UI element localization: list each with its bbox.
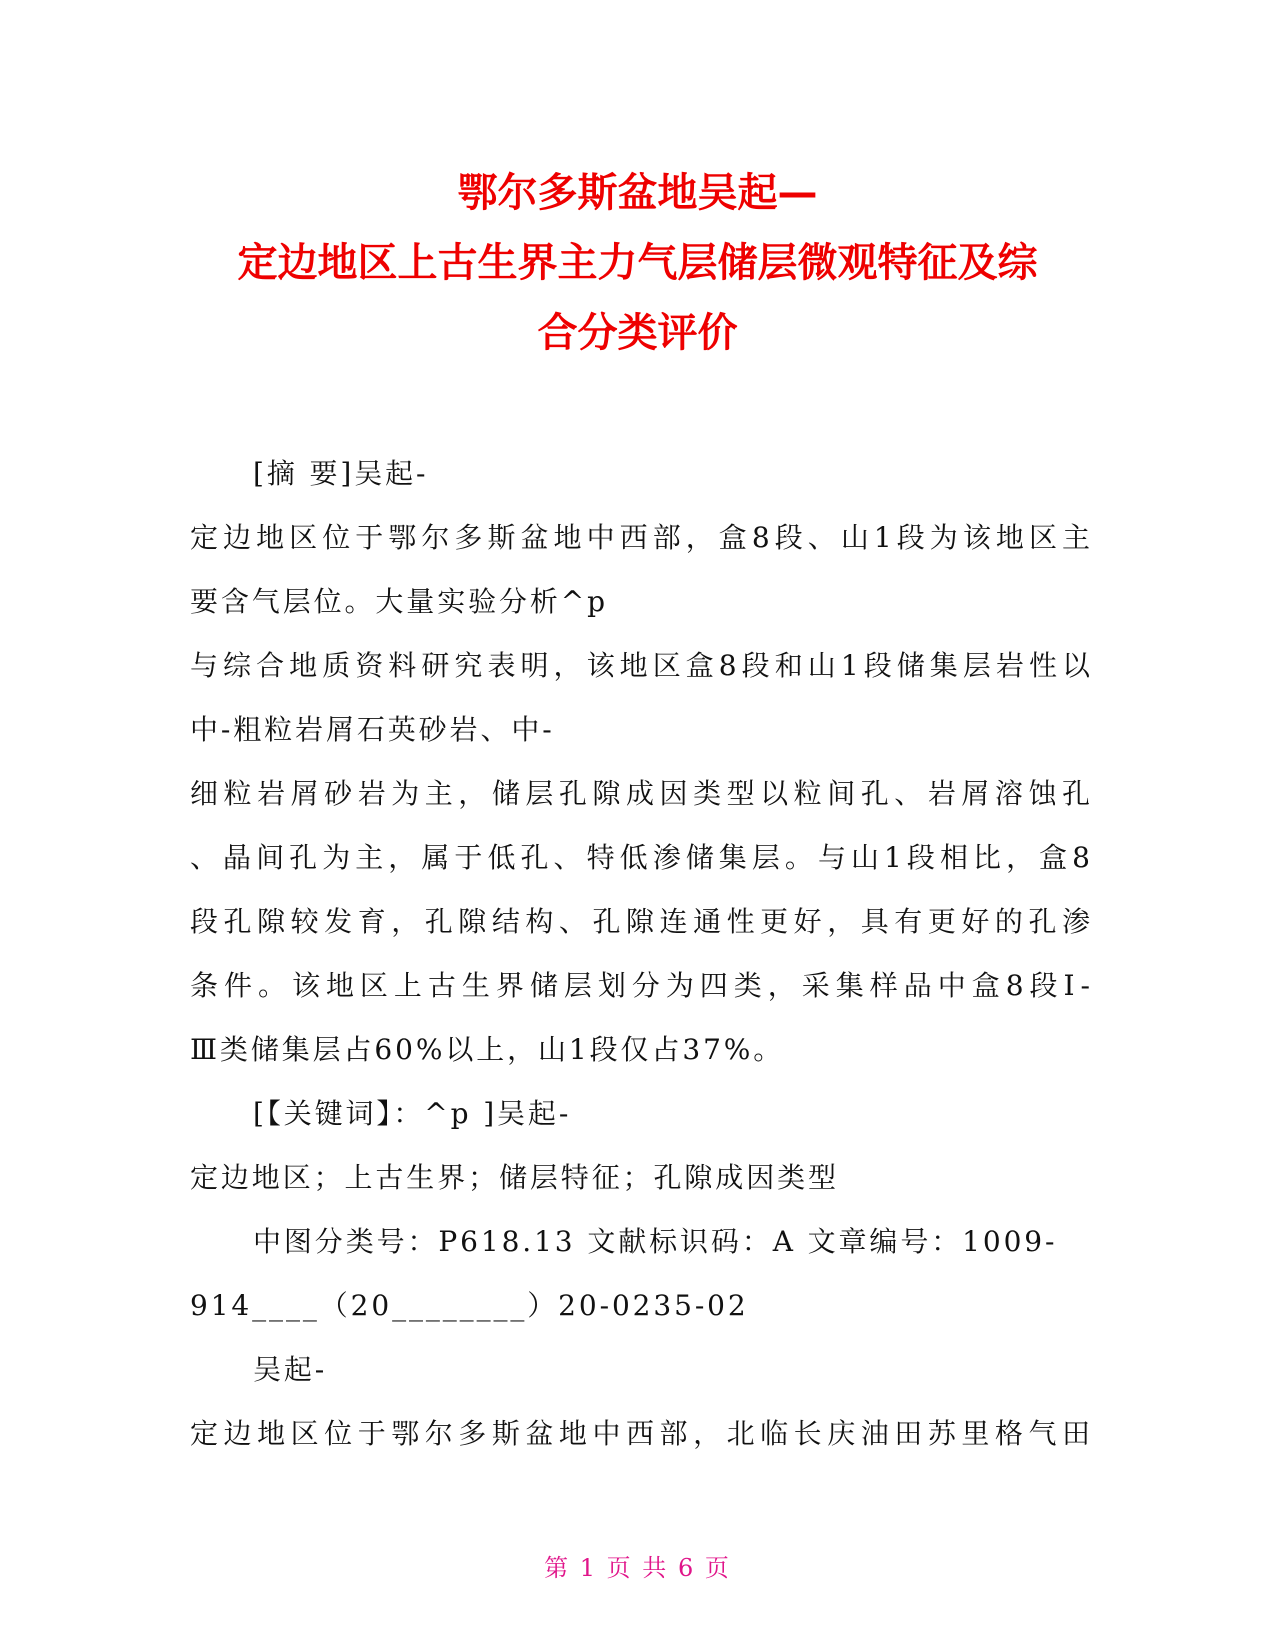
body-line: 定边地区位于鄂尔多斯盆地中西部，北临长庆油田苏里格气田 bbox=[190, 1417, 1090, 1450]
document-title bbox=[150, 158, 1125, 368]
classification-line: 中图分类号：P618.13 文献标识码：A 文章编号：1009- bbox=[253, 1225, 1058, 1258]
body-line: 、晶间孔为主，属于低孔、特低渗储集层。与山1段相比，盒8 bbox=[190, 841, 1090, 874]
body-line: Ⅲ类储集层占60%以上，山1段仅占37%。 bbox=[190, 1033, 785, 1066]
body-line: 中-粗粒岩屑石英砂岩、中- bbox=[190, 713, 555, 746]
title-line-1: 鄂尔多斯盆地吴起— bbox=[457, 170, 818, 216]
body-line: 细粒岩屑砂岩为主，储层孔隙成因类型以粒间孔、岩屑溶蚀孔 bbox=[190, 777, 1090, 810]
body-line: 段孔隙较发育，孔隙结构、孔隙连通性更好，具有更好的孔渗 bbox=[190, 905, 1090, 938]
body-line: 与综合地质资料研究表明，该地区盒8段和山1段储集层岩性以 bbox=[190, 649, 1090, 682]
body-line: 条件。该地区上古生界储层划分为四类，采集样品中盒8段Ⅰ- bbox=[190, 969, 1090, 1002]
body-line: 要含气层位。大量实验分析^p bbox=[190, 585, 608, 618]
title-line-3: 合分类评价 bbox=[537, 310, 738, 356]
keywords-label-line: [【关键词】：^p ]吴起- bbox=[253, 1097, 572, 1130]
title-line-2: 定边地区上古生界主力气层储层微观特征及综 bbox=[237, 240, 1038, 286]
keywords-line: 定边地区；上古生界；储层特征；孔隙成因类型 bbox=[190, 1161, 839, 1194]
abstract-label-line: [摘 要]吴起- bbox=[253, 457, 429, 490]
body-line: 定边地区位于鄂尔多斯盆地中西部，盒8段、山1段为该地区主 bbox=[190, 521, 1090, 554]
article-number-line: 914____（20________）20-0235-02 bbox=[190, 1289, 749, 1322]
page-number-footer: 第 1 页 共 6 页 bbox=[544, 1554, 731, 1582]
document-body bbox=[190, 442, 1090, 1466]
body-line: 吴起- bbox=[253, 1353, 328, 1386]
